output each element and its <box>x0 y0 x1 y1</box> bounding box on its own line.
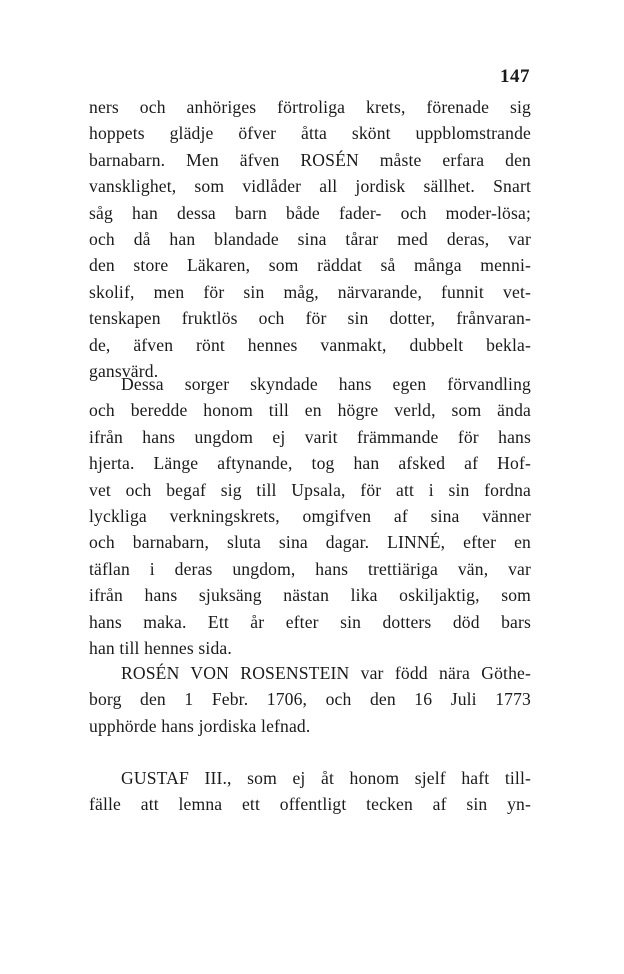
text-line: hjerta. Länge aftynande, tog han afsked af Hof- <box>89 453 531 474</box>
text-line: och då han blandade sina tårar med deras, var <box>89 228 531 249</box>
text-line: och beredde honom till en högre verld, som ända <box>89 400 531 421</box>
text-line: såg han dessa barn både fader- och moder-lösa; <box>89 202 531 223</box>
text-line: han till hennes sida. <box>89 637 232 658</box>
text-line: ners och anhöriges förtroliga krets, förenade sig <box>89 97 531 117</box>
paragraph-2 <box>89 371 531 661</box>
text-line: lyckliga verkningskrets, omgifven af sina vänner <box>89 505 531 526</box>
text-line: barnabarn. Men äfven ROSÉN måste erfara den <box>89 149 531 170</box>
text-line: hans maka. Ett år efter sin dotters död bars <box>89 611 531 632</box>
text-line: vet och begaf sig till Upsala, för att i sin fordna <box>89 479 531 500</box>
text-line: och barnabarn, sluta sina dagar. LINNÉ, efter en <box>89 532 531 553</box>
text-line: de, äfven rönt hennes vanmakt, dubbelt bekla- <box>89 334 531 355</box>
text-line: skolif, men för sin måg, närvarande, funnit vet- <box>89 281 531 302</box>
page-number: 147 <box>500 66 530 87</box>
text-line: hoppets glädje öfver åtta skönt uppblomstrande <box>89 123 531 144</box>
text-line: GUSTAF III., som ej åt honom sjelf haft till- <box>121 768 531 788</box>
text-line: fälle att lemna ett offentligt tecken af sin yn- <box>89 794 531 815</box>
paragraph-1 <box>89 94 531 384</box>
paragraph-4 <box>89 765 531 818</box>
text-line: ifrån hans ungdom ej varit främmande för hans <box>89 426 531 447</box>
text-line: täflan i deras ungdom, hans trettiäriga vän, var <box>89 558 531 579</box>
paragraph-3 <box>89 660 531 739</box>
text-line: vansklighet, som vidlåder all jordisk sällhet. Snart <box>89 176 531 197</box>
text-line: gansvärd. <box>89 360 159 381</box>
text-line: ROSÉN VON ROSENSTEIN var född nära Göthe- <box>121 663 531 683</box>
text-line: Dessa sorger skyndade hans egen förvandling <box>121 374 531 394</box>
text-line: ifrån hans sjuksäng nästan lika oskiljaktig, som <box>89 585 531 606</box>
text-line: upphörde hans jordiska lefnad. <box>89 715 311 736</box>
text-line: borg den 1 Febr. 1706, och den 16 Juli 1773 <box>89 689 531 710</box>
text-line: tenskapen fruktlös och för sin dotter, frånvaran- <box>89 308 531 329</box>
text-line: den store Läkaren, som räddat så många menni- <box>89 255 531 276</box>
